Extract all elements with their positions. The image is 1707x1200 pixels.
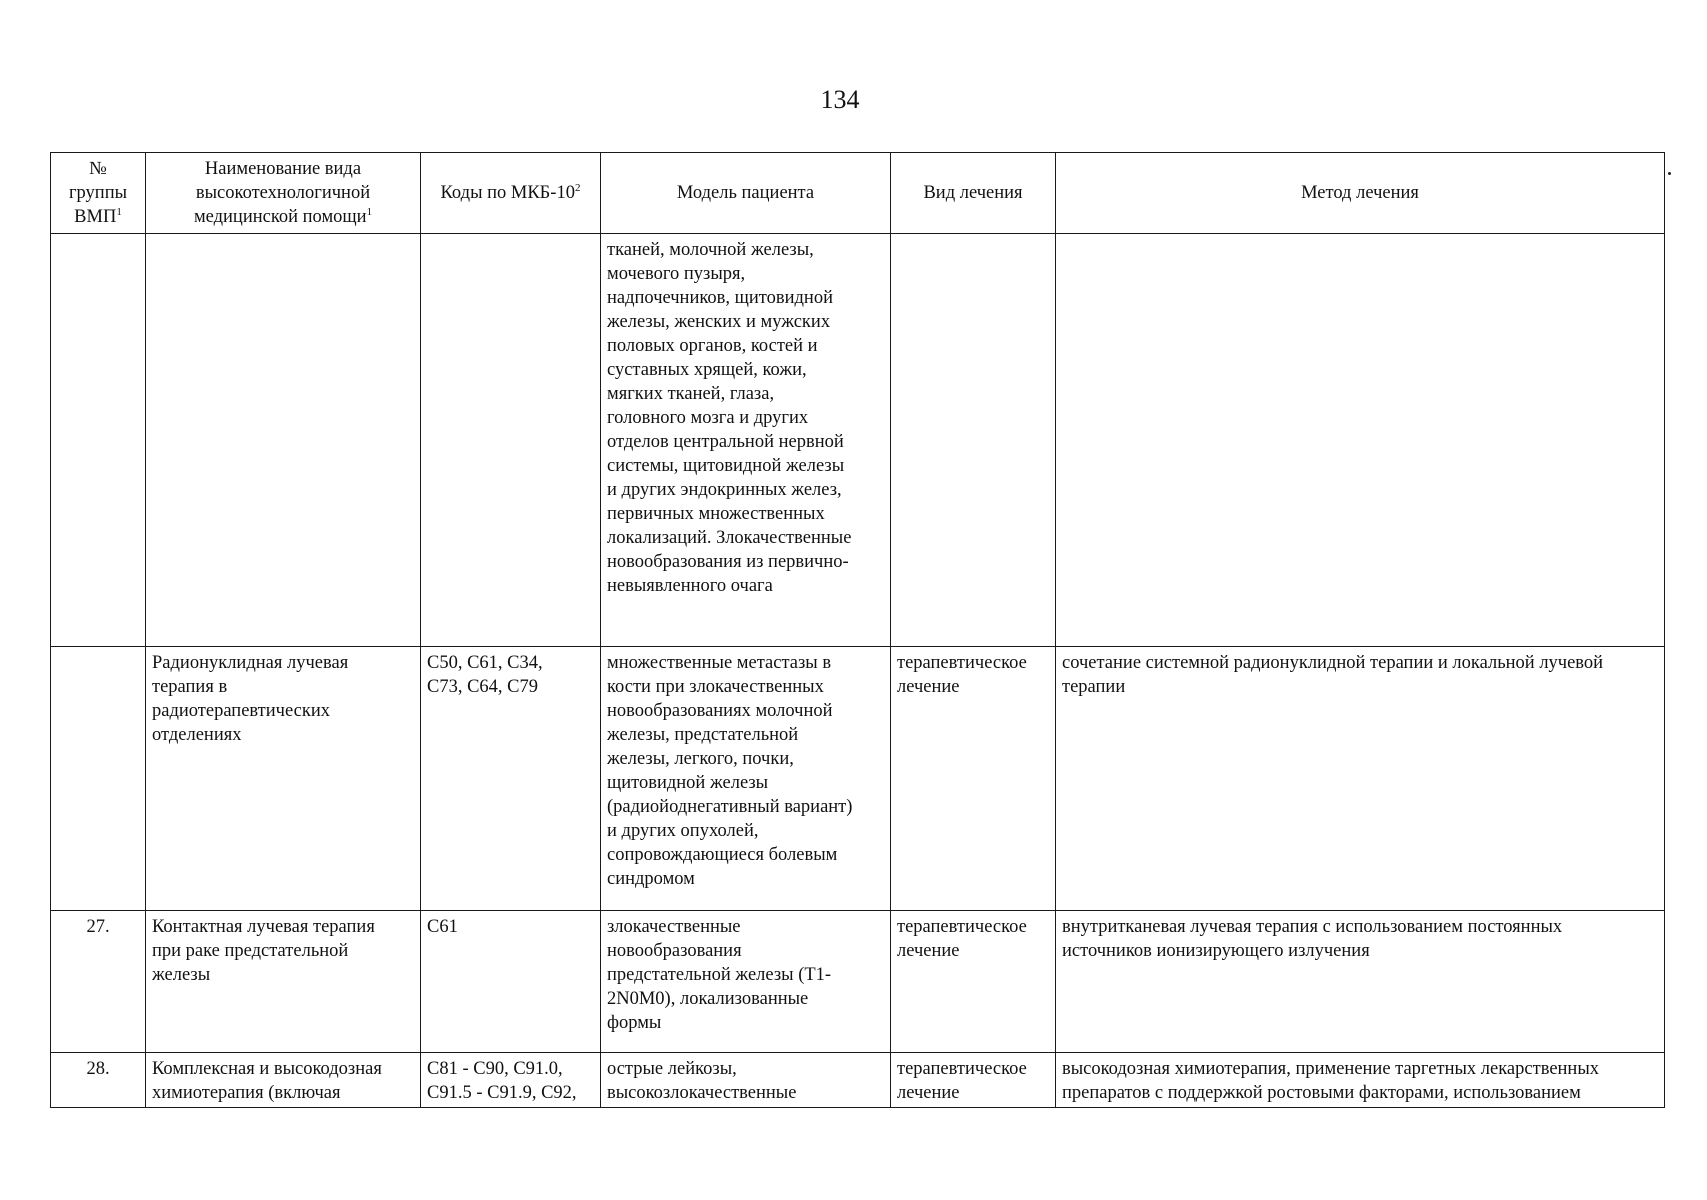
- header-icd-codes: Коды по МКБ-$10^2$: [421, 153, 601, 234]
- cell-vmp-name: Радионуклидная лучевая терапия в радиотерапевтических отделениях: [146, 647, 421, 911]
- cell-treatment-type: терапевтическое лечение: [891, 1053, 1056, 1108]
- header-vmp-name: Наименование вида высокотехнологичной медицинской помощи$^1$: [146, 153, 421, 234]
- header-treatment-type: Вид лечения: [891, 153, 1056, 234]
- cell-treatment-type: терапевтическое лечение: [891, 647, 1056, 911]
- scan-speck: [1668, 172, 1671, 175]
- cell-treatment-method: [1056, 234, 1665, 647]
- table-row: [51, 1053, 1665, 1108]
- cell-patient-model: острые лейкозы, высокозлокачественные: [601, 1053, 891, 1108]
- cell-group-no: [51, 647, 146, 911]
- cell-treatment-method: сочетание системной радионуклидной терапии и локальной лучевой терапии: [1056, 647, 1665, 911]
- cell-icd-codes: C50, C61, C34, C73, C64, C79: [421, 647, 601, 911]
- vmp-table: [50, 152, 1665, 1108]
- cell-group-no: 28.: [51, 1053, 146, 1108]
- cell-icd-codes: C81 - C90, C91.0, C91.5 - C91.9, C92,: [421, 1053, 601, 1108]
- cell-treatment-method: внутритканевая лучевая терапия с использованием постоянных источников ионизирующего излучения: [1056, 911, 1665, 1053]
- cell-icd-codes: C61: [421, 911, 601, 1053]
- cell-icd-codes: [421, 234, 601, 647]
- cell-treatment-method: высокодозная химиотерапия, применение таргетных лекарственных препаратов с поддержкой ростовыми факторами, использованием: [1056, 1053, 1665, 1108]
- cell-vmp-name: Контактная лучевая терапия при раке предстательной железы: [146, 911, 421, 1053]
- cell-patient-model: множественные метастазы в кости при злокачественных новообразованиях молочной железы, предстательной железы, легкого, почки, щитовидной железы (радиойоднегативный вариант) и других опухолей, сопровождающиеся болевым синдромом: [601, 647, 891, 911]
- table-row: [51, 911, 1665, 1053]
- cell-vmp-name: [146, 234, 421, 647]
- header-patient-model: Модель пациента: [601, 153, 891, 234]
- cell-group-no: [51, 234, 146, 647]
- page-number: 134: [820, 85, 860, 114]
- table-row: [51, 647, 1665, 911]
- cell-patient-model: тканей, молочной железы, мочевого пузыря, надпочечников, щитовидной железы, женских и мужских половых органов, костей и суставных хрящей, кожи, мягких тканей, глаза, головного мозга и других отделов центральной нервной системы, щитовидной железы и других эндокринных желез, первичных множественных локализаций. Злокачественные новообразования из первично- невыявленного очага: [601, 234, 891, 647]
- cell-treatment-type: терапевтическое лечение: [891, 911, 1056, 1053]
- cell-treatment-type: [891, 234, 1056, 647]
- cell-patient-model: злокачественные новообразования предстательной железы (T1- 2N0M0), локализованные формы: [601, 911, 891, 1053]
- table-header-row: [51, 153, 1665, 234]
- header-group-no: № группы ВМП$^1$: [51, 153, 146, 234]
- cell-group-no: 27.: [51, 911, 146, 1053]
- table-row: [51, 234, 1665, 647]
- cell-vmp-name: Комплексная и высокодозная химиотерапия (включая: [146, 1053, 421, 1108]
- header-treatment-method: Метод лечения: [1056, 153, 1665, 234]
